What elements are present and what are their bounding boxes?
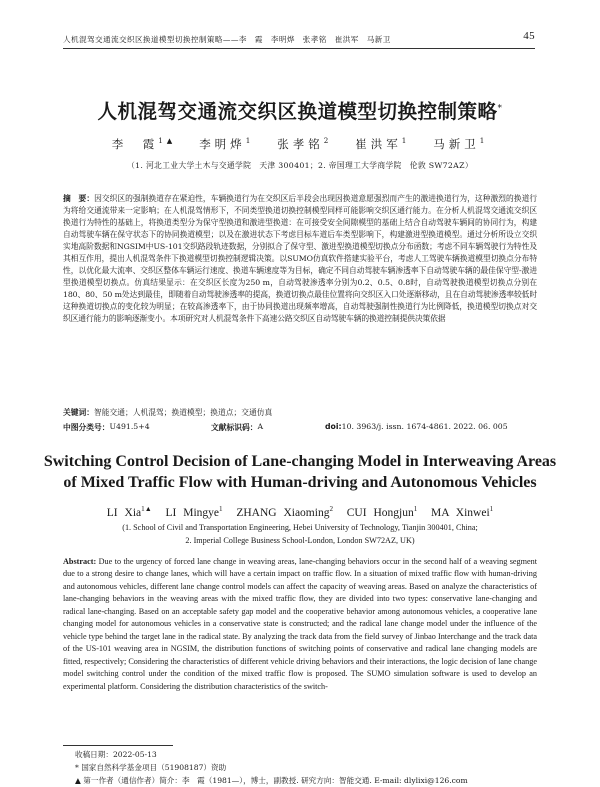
author-name: 李 霞 [111, 137, 159, 151]
author-affil-mark: 1▲ [158, 136, 177, 146]
page-number: 45 [523, 30, 535, 42]
footnotes [75, 748, 535, 787]
author-name: LI Mingye [165, 506, 220, 519]
clc-value: U491.5+4 [109, 422, 150, 431]
author-affil-mark: 1 [401, 136, 411, 146]
author-affil-mark: 1 [413, 505, 418, 513]
running-header-text: 人机混驾交通流交织区换道模型切换控制策略——李 霞 李明烨 张孝铭 崔洪军 马新卫 [63, 35, 391, 44]
author-name: MA Xinwei [431, 506, 490, 519]
author-bio: 第一作者（通信作者）简介：李 霞（1981—），博士，副教授. 研究方向：智能交通. E-mail: dlylixi@126.com [83, 776, 468, 785]
fund-mark: * [75, 763, 79, 772]
english-title-line: of Mixed Traffic Flow with Human-driving and Autonomous Vehicles [63, 474, 537, 491]
doc-code-label: 文献标识码： [211, 423, 258, 432]
english-affiliation [0, 522, 600, 547]
english-affiliation-line: 2. Imperial College Business School-London, London SW72AZ, UK) [185, 535, 415, 545]
doc-code-value: A [257, 422, 264, 431]
english-title [0, 451, 600, 493]
chinese-abstract [63, 193, 537, 326]
author-name: ZHANG Xiaoming [236, 506, 330, 519]
fund-text: 国家自然科学基金项目（51908187）资助 [81, 763, 227, 772]
english-authors [0, 505, 600, 519]
doi-label: doi: [325, 422, 342, 431]
footnote-divider [63, 745, 173, 746]
author-name: 马新卫 [433, 137, 480, 151]
fund-note [75, 761, 535, 774]
author-name: LI Xia [106, 506, 142, 519]
chinese-abstract-text: 因交织区的强制换道存在紧迫性，车辆换道行为在交织区后半段会出现因换道意愿强烈而产生的激进换道行为，这种激烈的换道行为将给交通流带来一定影响；在人机混驾情形下，不同类型换道切换控制模型同样可能影响交织区通行能力。在分析人机混驾交通流交织区换道行为特性的基础上，将换道类型分为保守型换道和激进型换道：在可接受安全间隙模型的基础上结合自动驾驶车辆间的协同行为，构建自动驾驶车辆在保守状态下的协同换道模型；以及在激进状态下考虑目标车道后车类型影响下，构建激进型换道模型。通过分析所设立交织实地高阶数据和NGSIM中US-101交织路段轨迹数据，分别拟合了保守型、激进型换道模型切换点分布函数；考虑不同车辆驾驶行为特性及其相互作用，提出人机混驾条件下换道模型切换控制逻辑决策。以SUMO仿真软件搭建实验平台，考虑人工驾驶车辆换道模型切换点分布特性，以优化最大流率、交织区整体车辆运行速度、换道车辆速度等为目标，确定不同自动驾驶车辆渗透率下自动驾驶车辆的最佳保守型-激进型换道模型切换点。仿真结果显示：在交织区长度为250 m，自动驾驶渗透率分别为0.2、0.5、0.8时，自动驾驶换道模型切换点分别在180、80、50 m处达到最佳，即随着自动驾驶渗透率的提高，换道切换点最佳位置将向交织区入口处逐渐移动，且在自动驾驶渗透率较低时这种换道切换点的变化较为明显；在较高渗透率下，由于协同换道出现频率增高，自动驾驶强制性换道行为比例降低，换道模型切换点对交织区通行能力的影响逐渐变小。本项研究对人机混驾条件下高速公路交织区自动驾驶车辆的换道控制提供决策依据 [63, 194, 537, 324]
english-abstract [63, 556, 537, 693]
chinese-keywords [63, 407, 537, 418]
author-affil-mark: 1 [245, 136, 255, 146]
doi-value: 10. 3963/j. issn. 1674-4861. 2022. 06. 005 [341, 422, 508, 431]
author-affil-mark: 1 [489, 505, 494, 513]
author-name: 崔洪军 [355, 137, 402, 151]
abstract-label: 摘 要： [63, 194, 95, 203]
author-affil-mark: 2 [323, 136, 333, 146]
author-affil-mark: 1 [219, 505, 223, 513]
english-abstract-text: Due to the urgency of forced lane change in weaving areas, lane-changing behaviors occur in the second half of a weaving segment due to a strong desire to change lanes, which will have a certain impact on traffic flow. In a situation of mixed traffic flow with human-driving and autonomous vehicles, different lane change control models can affect the capacity of weaving areas. Based on analyze the characteristics of lane-changing behaviors in the weaving areas with the mixed traffic flow, they are divided into two types: conservative lane-changing and radical lane-changing. Based on an acceptable safety gap model and the cooperative behavior among autonomous vehicles, a cooperative lane changing model for autonomous vehicles in a conservative state is constructed; and the radical lane change model under the influence of the vehicle type behind the target lane in the radical state. By analyzing the track data from the field survey of Jinbao Interchange and the track data of the US-101 weaving area in NGSIM, the distribution functions of switching points of conservative and radical lane changing models are fitted, respectively; Considering the characteristics of different vehicle driving behaviors and their interactions, the logic decision of lane change model switching control under the condition of the mixed traffic flow is proposed. The SUMO simulation software is used to develop an experimental platform. Considering the distribution characteristics of the switch- [63, 557, 538, 691]
keywords-label: 关键词： [63, 408, 95, 417]
english-title-line: Switching Control Decision of Lane-changing Model in Interweaving Areas [43, 453, 557, 470]
author-name: 张孝铭 [277, 137, 324, 151]
received-date: 收稿日期：2022-05-13 [75, 750, 157, 759]
chinese-title-text: 人机混驾交通流交织区换道模型切换控制策略 [97, 100, 498, 123]
author-affil-mark: 2 [329, 505, 334, 513]
running-header [63, 28, 535, 49]
chinese-authors [0, 136, 600, 152]
author-name: 李明烨 [199, 137, 246, 151]
author-affil-mark: 1▲ [141, 505, 152, 513]
keywords-text: 智能交通；人机混驾；换道模型；换道点；交通仿真 [94, 408, 273, 417]
english-affiliation-line: (1. School of Civil and Transportation Engineering, Hebei University of Technology, Tianjin 300401, China; [122, 523, 478, 532]
author-affil-mark: 1 [479, 136, 489, 146]
chinese-title [0, 96, 600, 124]
author-name: CUI Hongjun [346, 506, 414, 519]
abstract-label: Abstract: [63, 557, 97, 566]
clc-label: 中图分类号： [63, 423, 110, 432]
title-fund-mark: * [497, 103, 503, 114]
chinese-affiliation: （1. 河北工业大学土木与交通学院 天津 300401；2. 帝国理工大学商学院 伦敦 SW72AZ） [127, 161, 473, 170]
author-note [75, 774, 535, 787]
author-mark: ▲ [75, 776, 81, 785]
